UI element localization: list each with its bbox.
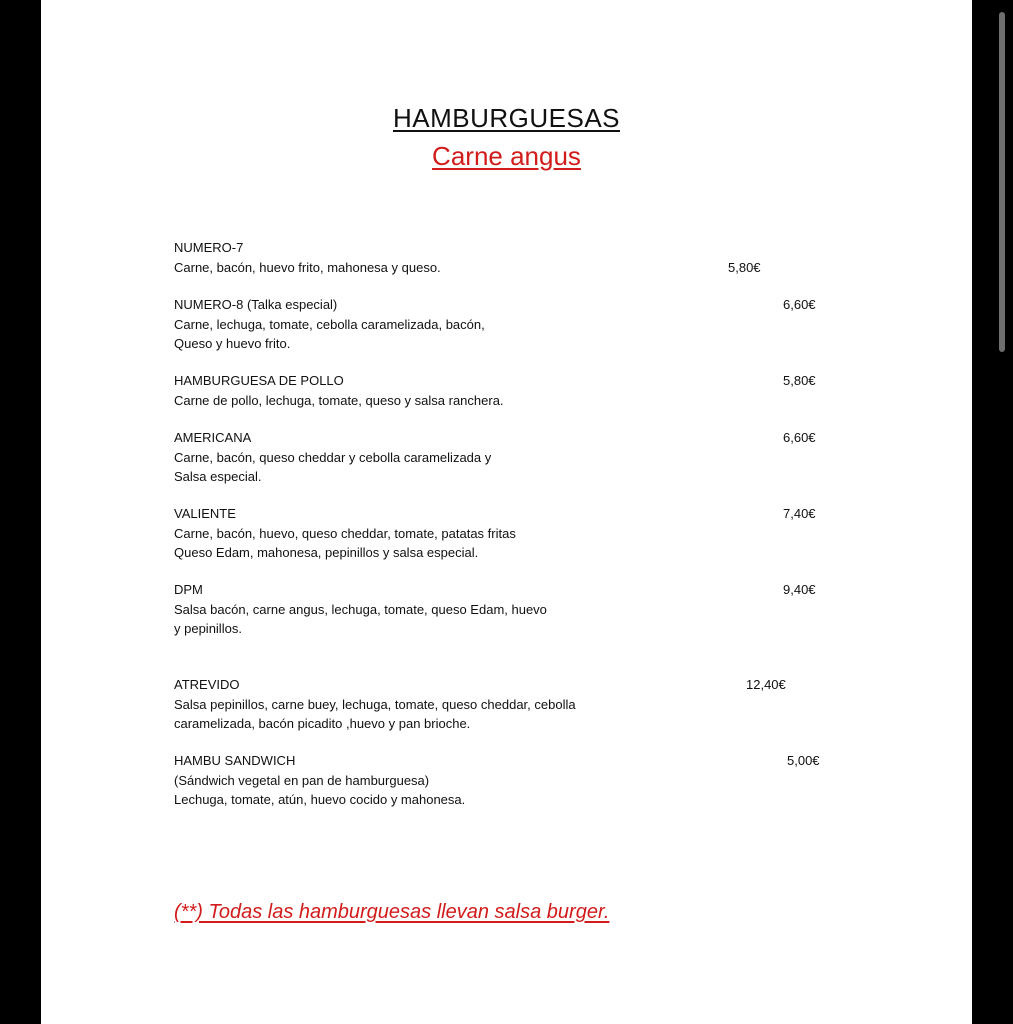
- item-name: AMERICANA: [174, 430, 252, 445]
- item-description: Carne de pollo, lechuga, tomate, queso y salsa ranchera.: [174, 392, 504, 408]
- item-name: NUMERO-8 (Talka especial): [174, 297, 338, 312]
- item-price: 7,40€: [783, 506, 816, 521]
- item-description: Carne, lechuga, tomate, cebolla caramelizada, bacón,: [174, 316, 485, 332]
- item-name: ATREVIDO: [174, 677, 240, 692]
- item-price: 6,60€: [783, 430, 816, 445]
- item-description: y pepinillos.: [174, 621, 242, 636]
- item-description: Carne, bacón, huevo frito, mahonesa y queso.: [174, 259, 441, 275]
- item-description: Salsa pepinillos, carne buey, lechuga, tomate, queso cheddar, cebolla: [174, 696, 576, 712]
- item-description: Queso Edam, mahonesa, pepinillos y salsa especial.: [174, 545, 479, 560]
- item-price: 6,60€: [783, 297, 816, 312]
- item-description: Salsa bacón, carne angus, lechuga, tomate, queso Edam, huevo: [174, 601, 547, 617]
- item-name: VALIENTE: [174, 506, 236, 521]
- item-name: NUMERO-7: [174, 240, 244, 255]
- menu-subtitle-text: Carne angus: [432, 141, 581, 171]
- item-description: Lechuga, tomate, atún, huevo cocido y mahonesa.: [174, 792, 466, 807]
- item-name: HAMBU SANDWICH: [174, 753, 296, 768]
- menu-item-numero-8: [174, 295, 485, 354]
- menu-item-americana: [174, 428, 491, 487]
- item-name: HAMBURGUESA DE POLLO: [174, 373, 344, 388]
- item-description: Queso y huevo frito.: [174, 336, 291, 351]
- menu-item-valiente: [174, 504, 516, 563]
- menu-item-atrevido: [174, 675, 576, 734]
- item-price: 5,80€: [728, 260, 761, 275]
- item-name: DPM: [174, 582, 203, 597]
- item-description: Salsa especial.: [174, 469, 262, 484]
- item-description: (Sándwich vegetal en pan de hamburguesa): [174, 772, 430, 788]
- menu-subtitle: [0, 141, 1013, 172]
- menu-title-text: HAMBURGUESAS: [392, 103, 621, 133]
- item-description: Carne, bacón, queso cheddar y cebolla caramelizada y: [174, 449, 492, 465]
- menu-title: [0, 103, 1013, 134]
- menu-item-hambu-sandwich: [174, 751, 465, 810]
- item-description: Carne, bacón, huevo, queso cheddar, tomate, patatas fritas: [174, 525, 516, 541]
- item-price: 5,80€: [783, 373, 816, 388]
- item-price: 5,00€: [787, 753, 820, 768]
- item-price: 9,40€: [783, 582, 816, 597]
- footnote: (**) Todas las hamburguesas llevan salsa burger.: [174, 901, 610, 923]
- menu-item-numero-7: [174, 238, 441, 277]
- scrollbar-thumb[interactable]: [999, 12, 1005, 352]
- menu-item-dpm: [174, 580, 547, 639]
- item-description: caramelizada, bacón picadito ,huevo y pan brioche.: [174, 716, 471, 731]
- menu-item-hamburguesa-de-pollo: [174, 371, 504, 410]
- item-price: 12,40€: [746, 677, 786, 692]
